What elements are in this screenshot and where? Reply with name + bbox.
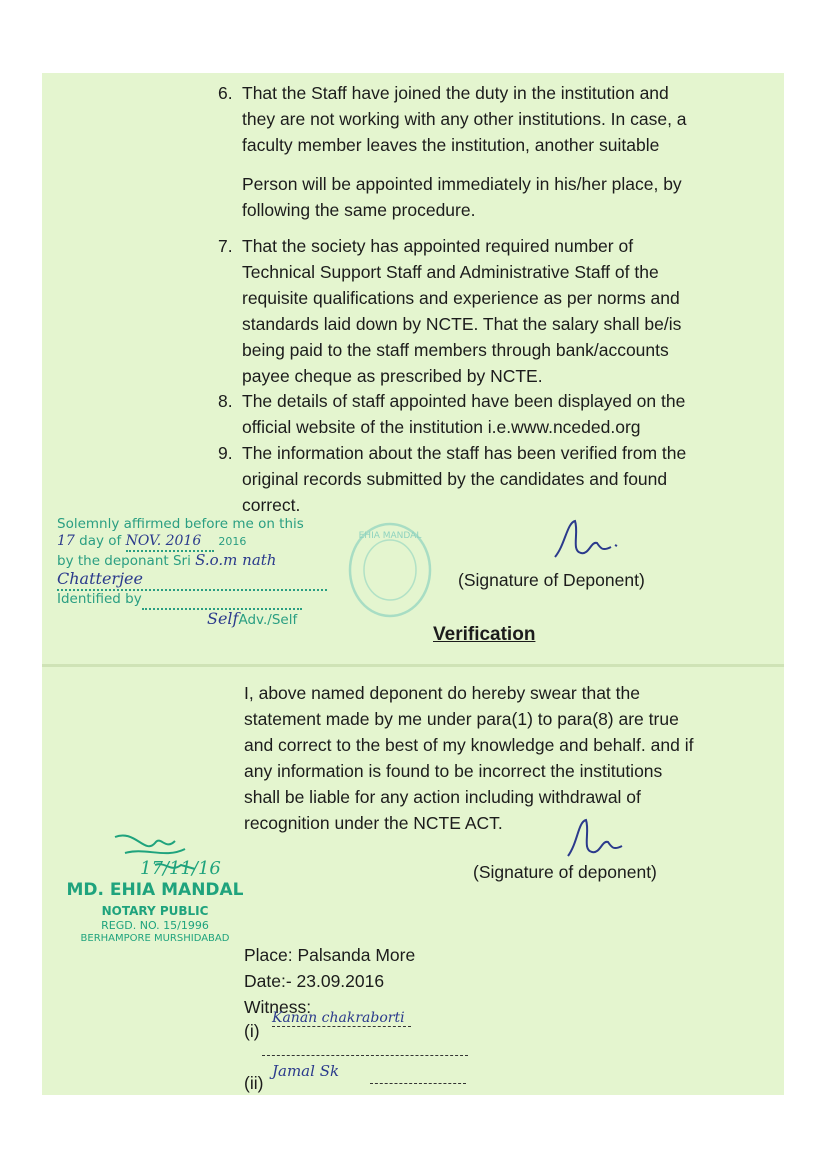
point-line: correct. [242, 495, 301, 515]
affirmation-self-sign: Self [207, 609, 239, 628]
affirmation-line-6 [57, 610, 347, 629]
deponent-signature-1-icon [545, 515, 635, 565]
affirmation-year: 2016 [218, 535, 247, 548]
point-line: Person will be appointed immediately in his/her place, by [242, 174, 682, 194]
witness-2-prefix: (ii) [244, 1073, 264, 1093]
signature-deponent-label-1: (Signature of Deponent) [458, 570, 645, 590]
point-line: faculty member leaves the institution, another suitable [242, 135, 660, 155]
verification-line: recognition under the NCTE ACT. [244, 813, 503, 833]
witness-2-dash-line [370, 1083, 466, 1084]
affirmation-adv-self: Adv./Self [238, 612, 298, 628]
witness-1-prefix: (i) [244, 1021, 260, 1041]
point-number: 7. [218, 236, 233, 256]
point-line: standards laid down by NCTE. That the salary shall be/is [242, 314, 682, 334]
verification-heading: Verification [433, 624, 536, 645]
affirmation-identified-field [142, 591, 302, 610]
verification-line: I, above named deponent do hereby swear that the [244, 683, 640, 703]
point-line: being paid to the staff members through bank/accounts [242, 340, 669, 360]
verification-line: statement made by me under para(1) to para(8) are true [244, 709, 679, 729]
affirmation-month: NOV. 2016 [125, 533, 202, 549]
affirmation-month-field [126, 533, 215, 552]
notary-regd: REGD. NO. 15/1996 [101, 919, 209, 932]
round-seal-icon [345, 520, 435, 620]
affirmation-line-4 [57, 570, 347, 591]
affirmation-day: 17 [57, 533, 75, 549]
witness-dash-line [262, 1055, 468, 1056]
verification-line: any information is found to be incorrect the institutions [244, 761, 663, 781]
witness-2-signature: Jamal Sk [272, 1062, 340, 1080]
notary-title: NOTARY PUBLIC [101, 904, 209, 918]
affirmation-deponant-label: by the deponant Sri [57, 553, 191, 569]
point-line: That the Staff have joined the duty in the institution and [242, 83, 669, 103]
affirmation-stamp [57, 516, 347, 629]
notary-date-hand: 17/11/16 [140, 858, 221, 879]
affirmation-line-1: Solemnly affirmed before me on this [57, 516, 304, 532]
affirmation-surname: Chatterjee [57, 569, 143, 588]
affirmation-deponant-name: S.o.m nath [195, 551, 277, 569]
place-line: Place: Palsanda More [244, 945, 416, 965]
point-line: original records submitted by the candidates and found [242, 469, 668, 489]
point-number: 6. [218, 83, 233, 103]
affirmation-line-5 [57, 591, 347, 610]
affirmation-line-3 [57, 552, 347, 570]
deponent-signature-2-icon [560, 812, 640, 862]
verification-line: shall be liable for any action including withdrawal of [244, 787, 641, 807]
point-line: payee cheque as prescribed by NCTE. [242, 366, 543, 386]
point-line: That the society has appointed required number of [242, 236, 634, 256]
point-line: The information about the staff has been verified from the [242, 443, 687, 463]
point-line: official website of the institution i.e.www.nceded.org [242, 417, 641, 437]
witness-label: Witness: [244, 997, 312, 1017]
witness-1-signature: Kanan chakraborti [272, 1010, 411, 1027]
point-line: requisite qualifications and experience as per norms and [242, 288, 680, 308]
verification-line: and correct to the best of my knowledge and behalf. and if [244, 735, 694, 755]
paper-fold [42, 664, 784, 667]
seal-text: EHIA MANDAL [358, 531, 422, 541]
affirmation-day-of: day of [79, 533, 122, 549]
notary-name: MD. EHIA MANDAL [66, 880, 244, 900]
notary-place: BERHAMPORE MURSHIDABAD [80, 933, 230, 944]
point-number: 8. [218, 391, 233, 411]
signature-deponent-label-2: (Signature of deponent) [473, 862, 657, 882]
point-line: they are not working with any other institutions. In case, a [242, 109, 687, 129]
affirmation-line-2 [57, 533, 347, 552]
date-line: Date:- 23.09.2016 [244, 971, 385, 991]
point-line: following the same procedure. [242, 200, 476, 220]
point-line: Technical Support Staff and Administrative Staff of the [242, 262, 659, 282]
point-line: The details of staff appointed have been displayed on the [242, 391, 686, 411]
point-number: 9. [218, 443, 233, 463]
affirmation-surname-field [57, 570, 327, 591]
affirmation-identified-label: Identified by [57, 591, 142, 607]
